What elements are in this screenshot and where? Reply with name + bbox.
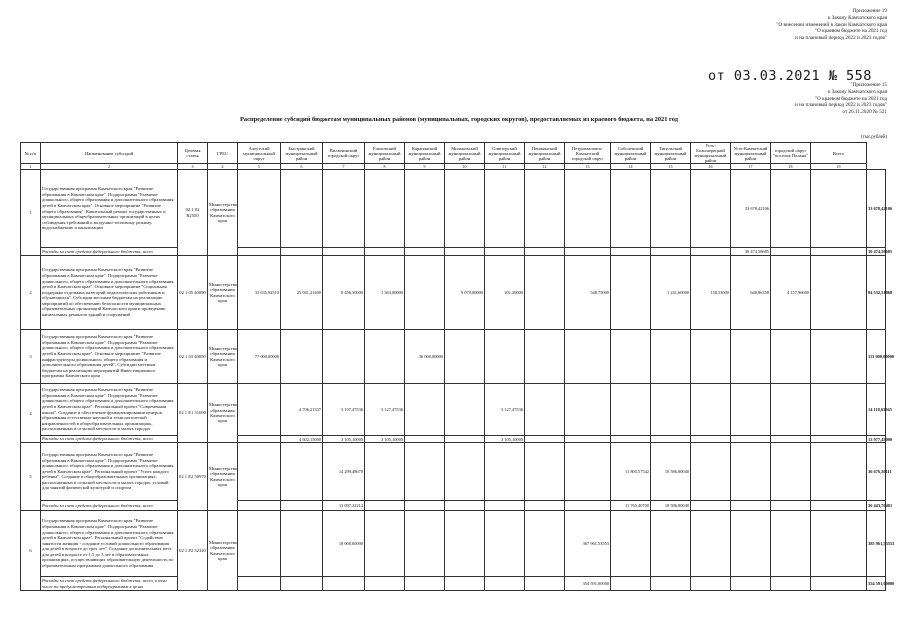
column-number: 9 xyxy=(405,164,445,170)
amount-cell xyxy=(565,436,611,443)
amount-cell xyxy=(731,501,771,511)
amount-cell xyxy=(365,248,405,256)
amount-cell xyxy=(485,511,525,577)
amount-cell xyxy=(691,170,731,248)
amount-cell: 25 041,21400 xyxy=(281,256,323,330)
target-article-code: 02 1 05 40090 xyxy=(178,256,208,330)
column-header: Наименование субсидий xyxy=(41,143,178,164)
amount-cell xyxy=(365,170,405,248)
amount-cell xyxy=(445,384,485,436)
amount-cell xyxy=(405,248,445,256)
header-line: "О внесении изменений в Закон Камчатского края xyxy=(776,21,887,28)
column-number: 2 xyxy=(41,164,178,170)
column-header: Соболевский муниципальный район xyxy=(611,143,651,164)
amount-cell xyxy=(405,577,445,591)
amount-cell xyxy=(771,501,811,511)
amount-cell: 14 118,63945 xyxy=(867,384,886,436)
amount-cell xyxy=(565,248,611,256)
column-number: 14 xyxy=(611,164,651,170)
amount-cell xyxy=(811,256,867,330)
amount-cell xyxy=(565,443,611,501)
column-header: Усть-Большерецкий муниципальный район xyxy=(691,143,731,164)
amount-cell xyxy=(525,511,565,577)
amount-cell xyxy=(525,443,565,501)
amount-cell: 158,53000 xyxy=(691,256,731,330)
column-header: № п/п xyxy=(21,143,41,164)
amount-cell xyxy=(405,256,445,330)
amount-cell xyxy=(405,511,445,577)
amount-cell: 10 586,80040 xyxy=(651,443,691,501)
amount-cell xyxy=(731,330,771,384)
amount-cell xyxy=(281,330,323,384)
amount-cell xyxy=(811,436,867,443)
federal-funds-row xyxy=(21,248,886,256)
row-number: 6 xyxy=(21,511,41,591)
amount-cell xyxy=(611,577,651,591)
amount-cell xyxy=(281,443,323,501)
amount-cell xyxy=(771,577,811,591)
amount-cell: 84 532,51868 xyxy=(867,256,886,330)
amount-cell xyxy=(611,384,651,436)
column-header: Алеутский муниципальный округ xyxy=(238,143,281,164)
amount-cell: 201,20000 xyxy=(485,256,525,330)
amount-cell xyxy=(771,511,811,577)
amount-cell xyxy=(485,443,525,501)
amount-cell: 3 105,10000 xyxy=(323,436,365,443)
amount-cell xyxy=(445,248,485,256)
column-number: 10 xyxy=(445,164,485,170)
column-number: 19 xyxy=(811,164,867,170)
federal-funds-row xyxy=(21,436,886,443)
amount-cell: 1 241,60000 xyxy=(651,256,691,330)
document-title: Распределение субсидий бюджетам муниципальных районов (муниципальных, городских округов), предоставляемых из краевого бюджета, на 2021 год xyxy=(240,116,678,123)
amount-cell xyxy=(525,577,565,591)
amount-cell xyxy=(238,436,281,443)
header-line: и на плановый период 2022 и 2023 годов" xyxy=(795,35,887,42)
header-line: к Закону Камчатского края xyxy=(827,14,887,21)
column-header: городской округ "поселок Палана" xyxy=(771,143,811,164)
amount-cell: 3 127,47536 xyxy=(365,384,405,436)
column-number: 17 xyxy=(731,164,771,170)
subsidy-description: Государственная программа Камчатского края "Развитие образования в Камчатском крае". Подпрограмма "Развитие дошкольного, общего образования и дополнительного образования детей в Камчатском крае". Региональный проект "Успех каждого ребенка". Создание в общеобразовательных организациях, расположенных в сельской местности и малых городах, условий для занятий физической культурой и спортом xyxy=(41,443,178,501)
amount-cell: 354 591,00000 xyxy=(867,577,886,591)
amount-cell xyxy=(525,330,565,384)
amount-cell: 36 443,76401 xyxy=(867,501,886,511)
amount-cell: 18 000,00000 xyxy=(323,511,365,577)
amount-cell xyxy=(445,436,485,443)
column-number: 4 xyxy=(208,164,238,170)
amount-cell xyxy=(365,330,405,384)
amount-cell xyxy=(525,248,565,256)
amount-cell: 33 635,92510 xyxy=(238,256,281,330)
amount-cell xyxy=(238,511,281,577)
amount-cell xyxy=(485,577,525,591)
amount-cell xyxy=(405,170,445,248)
column-number: 18 xyxy=(771,164,811,170)
table-row xyxy=(21,330,886,384)
amount-cell xyxy=(525,256,565,330)
federal-funds-row xyxy=(21,577,886,591)
amount-cell xyxy=(238,577,281,591)
amount-cell xyxy=(651,384,691,436)
amount-cell xyxy=(771,170,811,248)
amount-cell xyxy=(238,170,281,248)
amount-cell xyxy=(238,501,281,511)
amount-cell xyxy=(238,248,281,256)
amount-cell xyxy=(771,248,811,256)
column-header: Олюторский муниципальный район xyxy=(485,143,525,164)
amount-cell: 4 157,96600 xyxy=(771,256,811,330)
amount-cell xyxy=(651,330,691,384)
amount-cell xyxy=(691,511,731,577)
header-line: "Приложение 15 xyxy=(850,82,887,88)
amount-cell xyxy=(651,577,691,591)
column-header: Елизовский муниципальный район xyxy=(365,143,405,164)
subsidy-description: Государственная программа Камчатского края "Развитие образования в Камчатском крае". Подпрограмма "Развитие дошкольного, общего образования и дополнительного образования детей в Камчатском крае". Основное мероприятие "Развитие инфраструктуры дошкольного, общего образования и дополнительного образования детей". Субсидии местным бюджетам на реализацию мероприятий Инвестиционного программы Камчатского края xyxy=(41,330,178,384)
amount-cell xyxy=(525,170,565,248)
amount-cell: 13 097,22214 xyxy=(323,501,365,511)
header-line: к Закону Камчатского края xyxy=(827,88,887,95)
amount-cell xyxy=(323,170,365,248)
header-line: Приложение 19 xyxy=(852,8,887,14)
amount-cell xyxy=(238,443,281,501)
amount-cell xyxy=(365,577,405,591)
amount-cell: 3 105,10000 xyxy=(365,436,405,443)
column-header: Мильковский муниципальный район xyxy=(445,143,485,164)
amount-cell xyxy=(811,511,867,577)
amount-cell xyxy=(525,436,565,443)
amount-cell: 13 977,45000 xyxy=(868,436,893,442)
amount-cell: 3 197,47536 xyxy=(323,384,365,436)
column-header: Пенжинский муниципальный район xyxy=(525,143,565,164)
amount-cell xyxy=(611,436,651,443)
amount-cell xyxy=(565,330,611,384)
row-number: 4 xyxy=(21,384,41,443)
amount-cell: 11 805,57542 xyxy=(611,443,651,501)
row-number: 5 xyxy=(21,443,41,511)
column-number: 8 xyxy=(365,164,405,170)
amount-cell xyxy=(323,577,365,591)
amount-cell xyxy=(811,501,867,511)
federal-funds-row xyxy=(21,501,886,511)
budget-manager: Министерство образования Камчатского края xyxy=(208,256,238,330)
amount-cell xyxy=(811,248,867,256)
column-number: 6 xyxy=(281,164,323,170)
amount-cell: 367 961,53553 xyxy=(565,511,611,577)
budget-manager: Министерство образования Камчатского края xyxy=(208,443,238,511)
budget-manager: Министерство образования Камчатского края xyxy=(208,384,238,443)
amount-cell: 4 706,21337 xyxy=(281,384,323,436)
amount-cell xyxy=(365,511,405,577)
amount-cell xyxy=(731,443,771,501)
column-number: 3 xyxy=(178,164,208,170)
amount-cell xyxy=(405,436,445,443)
column-header: Вилючинский городской округ xyxy=(323,143,365,164)
subsidies-table xyxy=(20,142,895,591)
federal-funds-label: Расходы за счет средств федерального бюджета, всего xyxy=(41,436,178,443)
date-stamp: от 03.03.2021 № 558 xyxy=(708,68,872,84)
header-line: "О краевом бюджете на 2021 год xyxy=(814,95,887,102)
header-line: "О краевом бюджете на 2021 год xyxy=(814,28,887,35)
amount-cell: 8 456,50000 xyxy=(323,256,365,330)
federal-funds-label: Расходы за счет средств федерального бюджета, всего xyxy=(41,248,178,256)
header-line: от 26.11.2020 № 521 xyxy=(842,109,887,116)
amount-cell: 9 070,00000 xyxy=(445,256,485,330)
column-header: Тигильский муниципальный район xyxy=(651,143,691,164)
amount-cell: 77 000,00000 xyxy=(238,330,281,384)
amount-cell xyxy=(323,330,365,384)
column-number: 15 xyxy=(651,164,691,170)
amount-cell xyxy=(731,577,771,591)
amount-cell xyxy=(565,170,611,248)
target-article-code: 02 1 02 R2550 xyxy=(178,170,208,256)
target-article-code: 02 1 E2 50970 xyxy=(178,443,208,511)
amount-cell xyxy=(445,443,485,501)
amount-cell xyxy=(445,511,485,577)
amount-cell: 10 586,80040 xyxy=(651,501,691,511)
budget-manager: Министерство образования Камчатского края xyxy=(208,170,238,256)
amount-cell xyxy=(485,501,525,511)
amount-cell xyxy=(281,511,323,577)
table-row xyxy=(21,170,886,248)
previous-header xyxy=(697,82,887,116)
amount-cell xyxy=(611,170,651,248)
subsidy-description: Государственная программа Камчатского края "Развитие образования в Камчатском крае". Подпрограмма "Развитие дошкольного, общего образования и дополнительного образования детей в Камчатском крае". Региональный проект "Современная школа". Создание и обеспечение функционирования центров образования естественно-научной и технологической направленностей в общеобразовательных организациях, расположенных в сельской местности и малых городах xyxy=(41,384,178,436)
amount-cell xyxy=(611,330,651,384)
amount-cell: 354 591,00000 xyxy=(565,577,611,591)
amount-cell xyxy=(365,443,405,501)
column-number: 5 xyxy=(238,164,281,170)
amount-cell: 1 363,00000 xyxy=(365,256,405,330)
amount-cell xyxy=(811,384,867,436)
target-article-code: 02 1 03 40050 xyxy=(178,330,208,384)
subsidy-description: Государственная программа Камчатского края "Развитие образования в Камчатском крае". Подпрограмма "Развитие дошкольного, общего образования и дополнительного образования детей в Камчатском крае". Региональный проект "Содействие занятости женщин - создание условий дошкольного образования для детей в возрасте до трех лет". Создание дополнительных мест для детей в возрасте от 1,5 до 3 лет в образовательных организациях, осуществляющих образовательную деятельность по образовательным программам дошкольного образования xyxy=(41,511,178,577)
amount-cell xyxy=(405,501,445,511)
amount-cell: 36 000,00000 xyxy=(405,330,445,384)
amount-cell xyxy=(445,501,485,511)
amount-cell xyxy=(405,443,445,501)
amount-cell: 548,75000 xyxy=(565,256,611,330)
approval-header xyxy=(677,8,887,42)
amount-cell xyxy=(771,330,811,384)
table-header-row xyxy=(21,143,886,164)
amount-cell xyxy=(445,577,485,591)
amount-cell xyxy=(323,248,365,256)
amount-cell xyxy=(691,577,731,591)
row-number: 3 xyxy=(21,330,41,384)
amount-cell: 648,86358 xyxy=(731,256,771,330)
column-header: Быстринский муниципальный район xyxy=(281,143,323,164)
amount-cell xyxy=(771,443,811,501)
header-line: и на плановый период 2022 и 2023 годов" xyxy=(795,102,887,109)
column-number: 12 xyxy=(525,164,565,170)
amount-cell xyxy=(811,443,867,501)
column-header: ГРБС xyxy=(208,143,238,164)
target-article-code: 02 1 E1 51690 xyxy=(178,384,208,443)
amount-cell xyxy=(525,501,565,511)
amount-cell: 36 676,30111 xyxy=(867,443,886,501)
amount-cell xyxy=(651,511,691,577)
budget-manager: Министерство образования Камчатского края xyxy=(208,330,238,384)
column-header: Целевая статья xyxy=(178,143,208,164)
amount-cell: 11 765,40700 xyxy=(611,501,651,511)
federal-funds-label: Расходы за счет средств федерального бюджета, всего, в том числе по предусмотренным подпрограммам в целях xyxy=(41,577,178,591)
amount-cell xyxy=(445,330,485,384)
amount-cell xyxy=(811,170,867,248)
amount-cell xyxy=(238,384,281,436)
amount-cell xyxy=(691,384,731,436)
amount-cell xyxy=(281,248,323,256)
column-number: 16 xyxy=(691,164,731,170)
row-number: 2 xyxy=(21,256,41,330)
amount-cell xyxy=(281,170,323,248)
amount-cell: 385 961,53553 xyxy=(867,511,886,577)
column-number: 1 xyxy=(21,164,41,170)
amount-cell xyxy=(691,248,731,256)
amount-cell xyxy=(771,384,811,436)
amount-cell: 30 474,58685 xyxy=(868,249,893,254)
budget-manager: Министерство образования Камчатского края xyxy=(208,511,238,591)
amount-cell xyxy=(405,384,445,436)
subsidy-description: Государственная программа Камчатского края "Развитие образования в Камчатском крае". Подпрограмма "Развитие дошкольного, общего образования и дополнительного образования детей в Камчатском крае". Основное мероприятие "Развитие общего образования". Капитальный ремонт государственных и муниципальных общеобразовательных организаций в целях соблюдения требований к воздушно-тепловому режиму, водоснабжению и канализации xyxy=(41,170,178,248)
amount-cell: 3 105,10000 xyxy=(485,436,525,443)
amount-cell xyxy=(445,170,485,248)
amount-cell xyxy=(691,330,731,384)
amount-cell: 3 127,47536 xyxy=(485,384,525,436)
amount-cell xyxy=(611,248,651,256)
table-row xyxy=(21,384,886,436)
amount-cell xyxy=(651,248,691,256)
amount-cell xyxy=(365,501,405,511)
amount-cell xyxy=(731,384,771,436)
table-row xyxy=(21,443,886,501)
column-number: 7 xyxy=(323,164,365,170)
target-article-code: 02 1 P2 52320 xyxy=(178,511,208,591)
amount-cell xyxy=(691,436,731,443)
table-row xyxy=(21,256,886,330)
table-row xyxy=(21,511,886,577)
amount-cell xyxy=(565,384,611,436)
amount-cell xyxy=(731,511,771,577)
column-header: Всего xyxy=(811,143,867,164)
amount-cell xyxy=(281,501,323,511)
column-header: Усть-Камчатский муниципальный район xyxy=(731,143,771,164)
federal-funds-label: Расходы за счет средств федерального бюджета, всего xyxy=(41,501,178,511)
amount-cell xyxy=(811,330,867,384)
amount-cell: 14 299,48670 xyxy=(323,443,365,501)
amount-cell: 33 678,42106 xyxy=(867,170,886,248)
amount-cell xyxy=(651,436,691,443)
amount-cell xyxy=(485,330,525,384)
column-number: 11 xyxy=(485,164,525,170)
amount-cell: 4 602,15000 xyxy=(281,436,323,443)
column-header: Петропавловск-Камчатский городской округ xyxy=(565,143,611,164)
amount-cell xyxy=(691,443,731,501)
row-number: 1 xyxy=(21,170,41,256)
amount-cell xyxy=(281,577,323,591)
subsidy-description: Государственная программа Камчатского края "Развитие образования в Камчатском крае". Подпрограмма "Развитие дошкольного, общего образования и дополнительного образования детей в Камчатском крае". Основное мероприятие "Социальная поддержка отдельных категорий педагогических работников и обучающихся". Субсидии местным бюджетам на реализацию мероприятий по обеспечению безопасности муниципальных образовательных организаций Камчатского края и проведению капитальных ремонтов зданий и сооружений xyxy=(41,256,178,330)
amount-cell xyxy=(485,170,525,248)
amount-cell xyxy=(651,170,691,248)
amount-cell xyxy=(565,501,611,511)
amount-cell xyxy=(611,511,651,577)
column-number: 13 xyxy=(565,164,611,170)
amount-cell xyxy=(485,248,525,256)
amount-cell: 30 474,58685 xyxy=(731,248,771,256)
amount-cell xyxy=(731,436,771,443)
amount-cell xyxy=(691,501,731,511)
units-label: (тыс.рублей) xyxy=(861,135,887,140)
amount-cell xyxy=(611,256,651,330)
amount-cell xyxy=(525,384,565,436)
column-header: Карагинский муниципальный район xyxy=(405,143,445,164)
amount-cell: 33 678,42106 xyxy=(731,170,771,248)
amount-cell xyxy=(811,577,867,591)
amount-cell: 113 000,00000 xyxy=(867,330,886,384)
amount-cell xyxy=(771,436,811,443)
